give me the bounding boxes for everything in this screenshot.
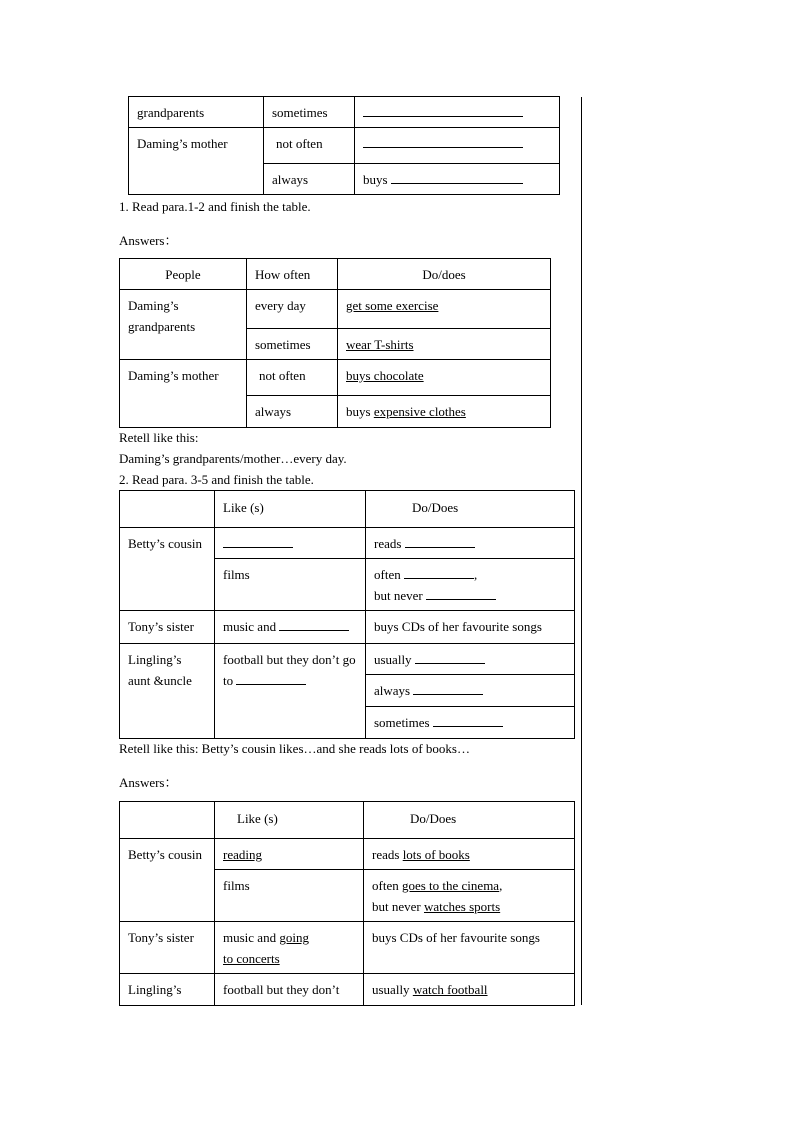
cell-like: films xyxy=(215,559,366,611)
task-2-instruction: 2. Read para. 3-5 and finish the table. xyxy=(119,472,314,487)
header-do: Do/does xyxy=(338,259,551,290)
answer-text: buys chocolate xyxy=(346,368,424,383)
cell-do xyxy=(338,360,551,396)
cell-prefix: usually xyxy=(374,652,412,667)
answer-text: to concerts xyxy=(223,951,280,966)
cell-prefix: buys xyxy=(363,172,388,187)
cell-prefix: buys xyxy=(346,404,371,419)
answer-text: reading xyxy=(223,847,262,862)
cell-do xyxy=(364,839,575,870)
cell-do xyxy=(364,974,575,1006)
answer-text: watches sports xyxy=(423,899,501,914)
header-do: Do/Does xyxy=(364,802,575,839)
header-empty xyxy=(120,802,215,839)
cell-do xyxy=(338,329,551,360)
answer-text: goes to the cinema xyxy=(401,878,500,893)
cell-who: Betty’s cousin xyxy=(120,528,215,611)
table-likes-blank xyxy=(119,490,575,739)
cell-like: films xyxy=(215,870,364,922)
cell-how: not often xyxy=(247,360,338,396)
header-likes: Like (s) xyxy=(215,802,364,839)
cell-do[interactable] xyxy=(366,707,575,739)
cell-who: Betty’s cousin xyxy=(120,839,215,922)
answer-text: lots of books xyxy=(402,847,470,862)
answer-text: going xyxy=(279,930,309,945)
cell-do xyxy=(338,396,551,428)
table-frequency-answers xyxy=(119,258,551,428)
table-frequency-partial xyxy=(128,96,560,195)
cell-like[interactable] xyxy=(215,611,366,644)
cell-do: buys CDs of her favourite songs xyxy=(364,922,575,974)
cell-prefix: often xyxy=(372,878,399,893)
answers-label: Answers： xyxy=(119,233,178,248)
cell-who: Tony’s sister xyxy=(120,611,215,644)
cell-blank[interactable] xyxy=(355,97,560,128)
cell-do[interactable] xyxy=(355,164,560,195)
answer-text: watch football xyxy=(412,982,488,997)
cell-prefix: music and xyxy=(223,930,277,945)
retell-1-example: Daming’s grandparents/mother…every day. xyxy=(119,451,347,466)
cell-do: buys CDs of her favourite songs xyxy=(366,611,575,644)
cell-who: Lingling’s xyxy=(120,974,215,1006)
answers-label: Answers： xyxy=(119,775,178,790)
task-1-instruction: 1. Read para.1-2 and finish the table. xyxy=(119,199,311,214)
cell-how: not often xyxy=(264,128,355,164)
cell-like: football but they don’t xyxy=(215,974,364,1006)
cell-how: sometimes xyxy=(247,329,338,360)
header-do: Do/Does xyxy=(366,491,575,528)
cell-prefix: always xyxy=(374,683,411,698)
cell-how: every day xyxy=(247,290,338,329)
header-likes: Like (s) xyxy=(215,491,366,528)
retell-2-text: Retell like this: Betty’s cousin likes…and she reads lots of books… xyxy=(119,741,470,756)
answer-text: wear T-shirts xyxy=(346,337,414,352)
cell-do[interactable]: often , but never xyxy=(366,559,575,611)
cell-do[interactable] xyxy=(366,675,575,707)
answer-text: get some exercise xyxy=(346,298,439,313)
cell-prefix: reads xyxy=(374,536,402,551)
cell-prefix: usually xyxy=(372,982,410,997)
cell-do xyxy=(338,290,551,329)
cell-prefix: reads xyxy=(372,847,400,862)
cell-prefix: sometimes xyxy=(374,715,430,730)
cell-do[interactable] xyxy=(366,644,575,675)
cell-how: always xyxy=(264,164,355,195)
cell-prefix: often xyxy=(374,567,401,582)
cell-who: Lingling’s aunt &uncle xyxy=(120,644,215,739)
cell-how: always xyxy=(247,396,338,428)
cell-like-blank[interactable] xyxy=(215,528,366,559)
cell-prefix: music and xyxy=(223,619,277,634)
cell-who: Daming’s mother xyxy=(120,360,247,428)
cell-suffix: , xyxy=(499,878,503,893)
cell-do xyxy=(364,870,575,922)
cell-prefix: but never xyxy=(374,588,423,603)
header-how-often: How often xyxy=(247,259,338,290)
retell-1-label: Retell like this: xyxy=(119,430,199,445)
header-empty xyxy=(120,491,215,528)
page-margin-line xyxy=(581,97,582,1005)
cell-how: sometimes xyxy=(264,97,355,128)
cell-like xyxy=(215,922,364,974)
cell-who: grandparents xyxy=(129,97,264,128)
header-people: People xyxy=(120,259,247,290)
table-likes-answers xyxy=(119,801,575,1006)
cell-who: Tony’s sister xyxy=(120,922,215,974)
cell-do[interactable] xyxy=(366,528,575,559)
cell-like xyxy=(215,839,364,870)
cell-blank[interactable] xyxy=(355,128,560,164)
cell-who: Daming’s mother xyxy=(129,128,264,195)
cell-who: Daming’s grandparents xyxy=(120,290,247,360)
cell-prefix: but never xyxy=(372,899,421,914)
cell-prefix: football but they don’t go to xyxy=(223,652,356,688)
answer-text: expensive clothes xyxy=(373,404,466,419)
cell-like[interactable] xyxy=(215,644,366,739)
